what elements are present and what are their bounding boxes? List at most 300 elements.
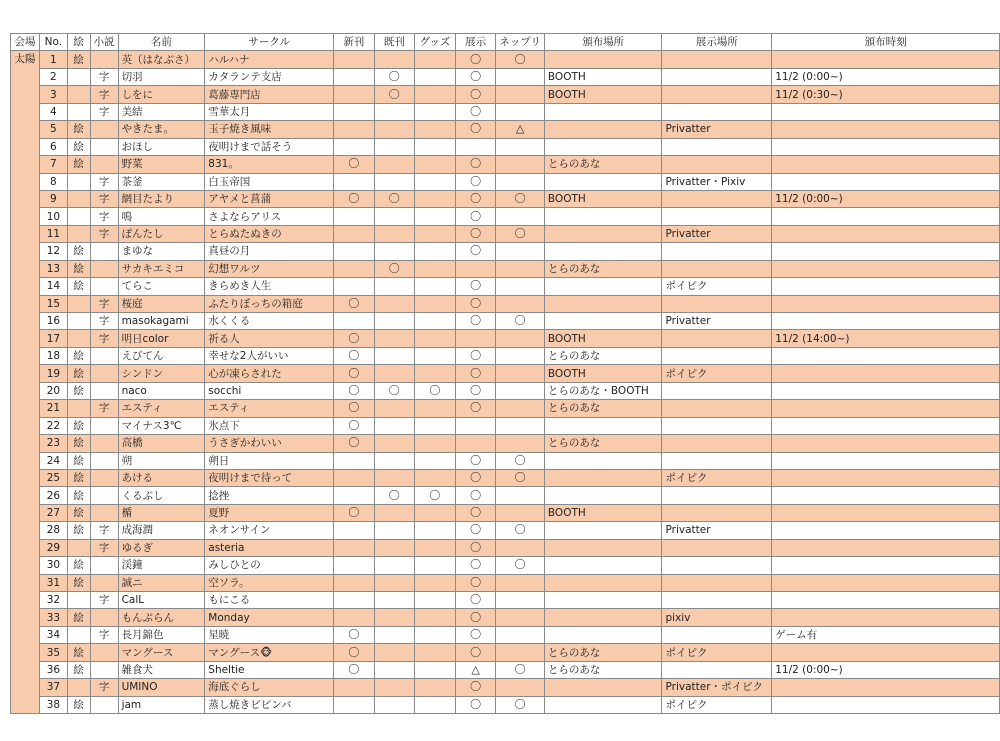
new-issue-mark (334, 243, 374, 260)
circle-name: アヤメと菖蒲 (205, 190, 334, 207)
new-issue-mark (334, 138, 374, 155)
illust-flag: 絵 (67, 347, 90, 364)
circle-name: 幻想ワルツ (205, 260, 334, 277)
author-name: 楯 (118, 504, 205, 521)
novel-flag: 字 (90, 679, 118, 696)
exhibit-mark: 〇 (455, 103, 495, 120)
netprint-mark (496, 260, 545, 277)
distribution-time (772, 539, 1000, 556)
new-issue-mark (334, 452, 374, 469)
author-name: ゆるぎ (118, 539, 205, 556)
back-issue-mark (374, 609, 414, 626)
author-name: 成海潤 (118, 522, 205, 539)
back-issue-mark (374, 347, 414, 364)
netprint-mark (496, 679, 545, 696)
netprint-mark (496, 487, 545, 504)
illust-flag: 絵 (67, 469, 90, 486)
exhibit-place (662, 661, 772, 678)
distribution-time: 11/2 (0:00~) (772, 661, 1000, 678)
novel-flag (90, 504, 118, 521)
novel-flag (90, 417, 118, 434)
author-name: 高橋 (118, 435, 205, 452)
illust-flag: 絵 (67, 522, 90, 539)
illust-flag: 絵 (67, 661, 90, 678)
exhibit-mark: 〇 (455, 400, 495, 417)
netprint-mark: 〇 (496, 225, 545, 242)
back-issue-mark: 〇 (374, 68, 414, 85)
table-row (11, 661, 1000, 678)
header-back-issue: 既刊 (374, 34, 414, 51)
illust-flag (67, 330, 90, 347)
goods-mark: 〇 (415, 487, 456, 504)
author-name: 朔 (118, 452, 205, 469)
distribution-place: とらのあな (544, 661, 662, 678)
illust-flag: 絵 (67, 243, 90, 260)
table-row (11, 539, 1000, 556)
illust-flag: 絵 (67, 278, 90, 295)
goods-mark (415, 504, 456, 521)
goods-mark (415, 679, 456, 696)
back-issue-mark: 〇 (374, 487, 414, 504)
novel-flag (90, 347, 118, 364)
novel-flag (90, 696, 118, 713)
author-name: 網目たより (118, 190, 205, 207)
illust-flag (67, 68, 90, 85)
illust-flag (67, 86, 90, 103)
new-issue-mark: 〇 (334, 190, 374, 207)
illust-flag: 絵 (67, 156, 90, 173)
netprint-mark (496, 103, 545, 120)
back-issue-mark (374, 313, 414, 330)
exhibit-mark: 〇 (455, 347, 495, 364)
goods-mark (415, 365, 456, 382)
distribution-place (544, 243, 662, 260)
header-exhibit: 展示 (455, 34, 495, 51)
new-issue-mark (334, 173, 374, 190)
new-issue-mark: 〇 (334, 156, 374, 173)
netprint-mark (496, 278, 545, 295)
distribution-time (772, 51, 1000, 68)
illust-flag: 絵 (67, 574, 90, 591)
distribution-place (544, 313, 662, 330)
row-no: 33 (39, 609, 67, 626)
goods-mark (415, 68, 456, 85)
back-issue-mark (374, 278, 414, 295)
circle-name: 祈る人 (205, 330, 334, 347)
exhibit-place: ポイピク (662, 365, 772, 382)
illust-flag (67, 173, 90, 190)
table-row (11, 51, 1000, 68)
circle-name: socchi (205, 382, 334, 399)
goods-mark (415, 313, 456, 330)
circle-name: 星暁 (205, 626, 334, 643)
exhibit-mark: 〇 (455, 626, 495, 643)
author-name: naco (118, 382, 205, 399)
exhibit-mark: 〇 (455, 679, 495, 696)
illust-flag (67, 190, 90, 207)
netprint-mark: 〇 (496, 469, 545, 486)
new-issue-mark (334, 68, 374, 85)
netprint-mark (496, 644, 545, 661)
illust-flag (67, 295, 90, 312)
row-no: 15 (39, 295, 67, 312)
illust-flag: 絵 (67, 51, 90, 68)
row-no: 7 (39, 156, 67, 173)
table-row (11, 626, 1000, 643)
distribution-place: BOOTH (544, 365, 662, 382)
illust-flag: 絵 (67, 696, 90, 713)
distribution-time: 11/2 (0:00~) (772, 68, 1000, 85)
novel-flag (90, 435, 118, 452)
distribution-place (544, 51, 662, 68)
novel-flag: 字 (90, 295, 118, 312)
back-issue-mark (374, 330, 414, 347)
novel-flag: 字 (90, 103, 118, 120)
distribution-time (772, 574, 1000, 591)
circle-name: 夜明けまで待って (205, 469, 334, 486)
back-issue-mark (374, 295, 414, 312)
distribution-time: 11/2 (14:00~) (772, 330, 1000, 347)
author-name: シンドン (118, 365, 205, 382)
row-no: 10 (39, 208, 67, 225)
exhibit-mark: 〇 (455, 452, 495, 469)
distribution-place: とらのあな (544, 156, 662, 173)
netprint-mark (496, 609, 545, 626)
netprint-mark: 〇 (496, 51, 545, 68)
author-name: 雑食犬 (118, 661, 205, 678)
illust-flag: 絵 (67, 452, 90, 469)
novel-flag (90, 609, 118, 626)
author-name: えびてん (118, 347, 205, 364)
new-issue-mark (334, 103, 374, 120)
row-no: 25 (39, 469, 67, 486)
back-issue-mark (374, 452, 414, 469)
distribution-place (544, 417, 662, 434)
exhibit-mark: 〇 (455, 225, 495, 242)
goods-mark (415, 644, 456, 661)
exhibit-place (662, 504, 772, 521)
distribution-place (544, 208, 662, 225)
goods-mark (415, 225, 456, 242)
new-issue-mark: 〇 (334, 347, 374, 364)
row-no: 35 (39, 644, 67, 661)
back-issue-mark (374, 539, 414, 556)
table-row (11, 557, 1000, 574)
back-issue-mark (374, 522, 414, 539)
novel-flag: 字 (90, 173, 118, 190)
table-row (11, 365, 1000, 382)
table-row (11, 190, 1000, 207)
distribution-time: 11/2 (0:00~) (772, 190, 1000, 207)
back-issue-mark (374, 365, 414, 382)
goods-mark (415, 400, 456, 417)
illust-flag: 絵 (67, 557, 90, 574)
distribution-place: BOOTH (544, 86, 662, 103)
new-issue-mark (334, 696, 374, 713)
circle-name: 幸せな2人がいい (205, 347, 334, 364)
exhibit-mark: 〇 (455, 365, 495, 382)
netprint-mark: △ (496, 121, 545, 138)
exhibit-place (662, 626, 772, 643)
back-issue-mark (374, 626, 414, 643)
circle-name: 海底ぐらし (205, 679, 334, 696)
netprint-mark (496, 539, 545, 556)
new-issue-mark: 〇 (334, 330, 374, 347)
table-row (11, 504, 1000, 521)
distribution-place (544, 679, 662, 696)
distribution-place (544, 225, 662, 242)
exhibit-place: Privatter (662, 313, 772, 330)
table-row (11, 382, 1000, 399)
new-issue-mark: 〇 (334, 435, 374, 452)
new-issue-mark: 〇 (334, 626, 374, 643)
new-issue-mark (334, 557, 374, 574)
distribution-place: とらのあな (544, 644, 662, 661)
netprint-mark (496, 435, 545, 452)
table-row (11, 103, 1000, 120)
goods-mark (415, 86, 456, 103)
distribution-time (772, 400, 1000, 417)
table-row (11, 522, 1000, 539)
illust-flag (67, 400, 90, 417)
row-no: 3 (39, 86, 67, 103)
distribution-time (772, 487, 1000, 504)
table-row (11, 574, 1000, 591)
back-issue-mark (374, 469, 414, 486)
row-no: 30 (39, 557, 67, 574)
exhibit-place (662, 452, 772, 469)
exhibit-place: ポイピク (662, 644, 772, 661)
goods-mark (415, 295, 456, 312)
distribution-place (544, 452, 662, 469)
venue-cell: 太陽 (11, 51, 40, 714)
new-issue-mark (334, 208, 374, 225)
author-name: おほし (118, 138, 205, 155)
goods-mark (415, 278, 456, 295)
author-name: 茶釜 (118, 173, 205, 190)
back-issue-mark (374, 504, 414, 521)
table-row (11, 592, 1000, 609)
header-novel: 小説 (90, 34, 118, 51)
author-name: masokagami (118, 313, 205, 330)
illust-flag: 絵 (67, 417, 90, 434)
goods-mark (415, 435, 456, 452)
new-issue-mark: 〇 (334, 400, 374, 417)
exhibit-place (662, 539, 772, 556)
new-issue-mark (334, 592, 374, 609)
exhibit-place (662, 330, 772, 347)
exhibit-mark: 〇 (455, 609, 495, 626)
table-row (11, 278, 1000, 295)
new-issue-mark (334, 313, 374, 330)
distribution-time (772, 260, 1000, 277)
new-issue-mark: 〇 (334, 365, 374, 382)
exhibit-mark: 〇 (455, 243, 495, 260)
back-issue-mark (374, 661, 414, 678)
goods-mark (415, 138, 456, 155)
circle-name: ネオンサイン (205, 522, 334, 539)
row-no: 1 (39, 51, 67, 68)
circle-name: 真昼の月 (205, 243, 334, 260)
novel-flag (90, 260, 118, 277)
circle-name: さよならアリス (205, 208, 334, 225)
exhibit-mark: 〇 (455, 86, 495, 103)
novel-flag: 字 (90, 400, 118, 417)
novel-flag: 字 (90, 225, 118, 242)
netprint-mark (496, 626, 545, 643)
row-no: 34 (39, 626, 67, 643)
novel-flag (90, 243, 118, 260)
novel-flag (90, 452, 118, 469)
exhibit-place: pixiv (662, 609, 772, 626)
circle-name: みしひとの (205, 557, 334, 574)
circle-name: うさぎかわいい (205, 435, 334, 452)
new-issue-mark (334, 609, 374, 626)
distribution-place: BOOTH (544, 330, 662, 347)
netprint-mark (496, 592, 545, 609)
row-no: 11 (39, 225, 67, 242)
netprint-mark (496, 243, 545, 260)
exhibit-place (662, 295, 772, 312)
distribution-place (544, 173, 662, 190)
circle-name: マングース🐵 (205, 644, 334, 661)
circle-name: 831。 (205, 156, 334, 173)
row-no: 26 (39, 487, 67, 504)
distribution-place: とらのあな (544, 347, 662, 364)
netprint-mark (496, 173, 545, 190)
table-row (11, 208, 1000, 225)
exhibit-place (662, 347, 772, 364)
goods-mark (415, 417, 456, 434)
table-row (11, 121, 1000, 138)
exhibit-place (662, 382, 772, 399)
back-issue-mark (374, 592, 414, 609)
header-row (11, 34, 1000, 51)
row-no: 2 (39, 68, 67, 85)
illust-flag (67, 313, 90, 330)
back-issue-mark (374, 679, 414, 696)
circle-name: ふたりぼっちの箱庭 (205, 295, 334, 312)
distribution-place: とらのあな (544, 260, 662, 277)
distribution-time (772, 313, 1000, 330)
header-distribution-place: 頒布場所 (544, 34, 662, 51)
novel-flag: 字 (90, 522, 118, 539)
exhibit-place: Privatter (662, 522, 772, 539)
table-row (11, 295, 1000, 312)
back-issue-mark (374, 173, 414, 190)
goods-mark: 〇 (415, 382, 456, 399)
goods-mark (415, 51, 456, 68)
new-issue-mark (334, 679, 374, 696)
distribution-place (544, 469, 662, 486)
goods-mark (415, 661, 456, 678)
netprint-mark (496, 365, 545, 382)
novel-flag (90, 469, 118, 486)
table-row (11, 347, 1000, 364)
author-name: もんぷらん (118, 609, 205, 626)
exhibit-place (662, 208, 772, 225)
new-issue-mark (334, 487, 374, 504)
exhibit-mark (455, 138, 495, 155)
back-issue-mark (374, 208, 414, 225)
exhibit-place (662, 592, 772, 609)
exhibit-place (662, 156, 772, 173)
distribution-time (772, 592, 1000, 609)
netprint-mark (496, 68, 545, 85)
header-exhibit-place: 展示場所 (662, 34, 772, 51)
novel-flag (90, 661, 118, 678)
author-name: マングース (118, 644, 205, 661)
distribution-time (772, 382, 1000, 399)
header-name: 名前 (118, 34, 205, 51)
author-name: jam (118, 696, 205, 713)
exhibit-mark (455, 435, 495, 452)
goods-mark (415, 452, 456, 469)
header-distribution-time: 頒布時刻 (772, 34, 1000, 51)
author-name: UMINO (118, 679, 205, 696)
novel-flag: 字 (90, 592, 118, 609)
goods-mark (415, 592, 456, 609)
exhibit-mark: 〇 (455, 592, 495, 609)
header-new-issue: 新刊 (334, 34, 374, 51)
new-issue-mark: 〇 (334, 417, 374, 434)
exhibit-mark: 〇 (455, 190, 495, 207)
distribution-place: BOOTH (544, 504, 662, 521)
goods-mark (415, 156, 456, 173)
exhibit-mark: 〇 (455, 504, 495, 521)
novel-flag (90, 365, 118, 382)
netprint-mark (496, 208, 545, 225)
table-row (11, 68, 1000, 85)
novel-flag (90, 156, 118, 173)
exhibit-mark (455, 330, 495, 347)
back-issue-mark (374, 51, 414, 68)
new-issue-mark (334, 469, 374, 486)
table-row (11, 469, 1000, 486)
back-issue-mark (374, 121, 414, 138)
novel-flag: 字 (90, 313, 118, 330)
illust-flag (67, 225, 90, 242)
distribution-place (544, 487, 662, 504)
distribution-time (772, 452, 1000, 469)
distribution-place (544, 574, 662, 591)
exhibit-place (662, 557, 772, 574)
table-row (11, 138, 1000, 155)
exhibit-mark: 〇 (455, 696, 495, 713)
illust-flag: 絵 (67, 365, 90, 382)
header-illust: 絵 (67, 34, 90, 51)
table-row (11, 313, 1000, 330)
exhibit-place (662, 51, 772, 68)
illust-flag: 絵 (67, 609, 90, 626)
distribution-time (772, 417, 1000, 434)
row-no: 8 (39, 173, 67, 190)
distribution-place: とらのあな (544, 435, 662, 452)
author-name: 切羽 (118, 68, 205, 85)
goods-mark (415, 173, 456, 190)
distribution-time (772, 609, 1000, 626)
circle-name: カタランテ支店 (205, 68, 334, 85)
distribution-place (544, 539, 662, 556)
exhibit-mark: 〇 (455, 557, 495, 574)
distribution-time (772, 365, 1000, 382)
table-row (11, 400, 1000, 417)
author-name: まゆな (118, 243, 205, 260)
distribution-time (772, 278, 1000, 295)
exhibit-place (662, 400, 772, 417)
table-row (11, 696, 1000, 713)
row-no: 16 (39, 313, 67, 330)
